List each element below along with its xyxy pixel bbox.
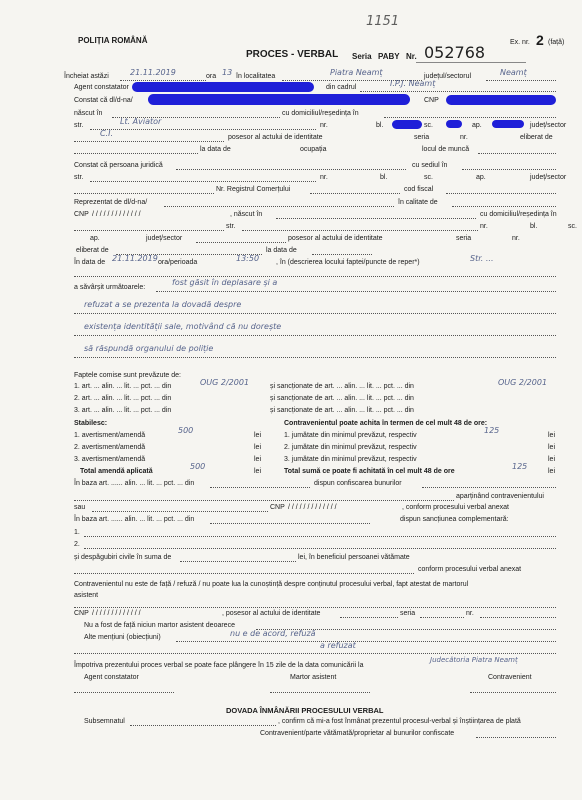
label-incheiat: Încheiat astăzi xyxy=(64,73,109,80)
lei-3: lei xyxy=(254,444,262,451)
label-nascut: născut în xyxy=(74,110,103,117)
label-judet-sector3: județ/sector xyxy=(146,235,183,242)
hand-localitate: Piatra Neamț xyxy=(330,68,383,77)
dots xyxy=(74,193,214,194)
label-conform: , conform procesului verbal anexat xyxy=(402,504,509,511)
hand-fapt4: să răspundă organului de poliție xyxy=(84,344,214,353)
fact-2: 2. art. ... alin. ... lit. ... pct. ... din xyxy=(74,395,172,402)
label-seria2: seria xyxy=(456,235,472,242)
label-sediu: cu sediul în xyxy=(412,162,448,169)
half-3: 3. jumătate din minimul prevăzut, respectiv xyxy=(284,456,417,463)
fact-1: 1. art. ... alin. ... lit. ... pct. ... din xyxy=(74,383,172,390)
redacted-bl xyxy=(392,120,422,129)
label-din-cadrul: din cadrul xyxy=(326,84,357,91)
dots xyxy=(480,617,556,618)
label-nr5: nr. xyxy=(512,235,520,242)
label-calitate: în calitate de xyxy=(398,199,438,206)
label-despagubiri: și despăgubiri civile în suma de xyxy=(74,554,172,561)
label-seria: seria xyxy=(414,134,430,141)
label-sc: sc. xyxy=(424,122,433,129)
hand-place: Str. ... xyxy=(470,254,494,263)
label-posesor: posesor al actului de identitate xyxy=(228,134,323,141)
hand-str: Lt. Aviator xyxy=(120,117,162,126)
sig-agent: Agent constatator xyxy=(84,674,139,681)
lei-5: lei xyxy=(254,456,262,463)
label-nr6: nr. xyxy=(466,610,474,617)
dots xyxy=(74,692,174,693)
handwritten-stamp: 1151 xyxy=(366,14,400,29)
dots xyxy=(486,80,556,81)
label-domiciliu2: cu domiciliul/reședința în xyxy=(480,211,557,218)
redacted-cnp xyxy=(446,95,556,105)
dots xyxy=(446,193,556,194)
hand-total2: 125 xyxy=(512,462,528,471)
label-eliberat: eliberat de xyxy=(520,134,553,141)
dots xyxy=(384,117,556,118)
cnp-boxes2: / / / / / / / / / / / / / xyxy=(288,504,337,511)
hand-date: 21.11.2019 xyxy=(130,68,176,77)
hand-law2: OUG 2/2001 xyxy=(498,378,548,387)
dots xyxy=(196,242,286,243)
label-lei-benef: lei, în beneficiul persoanei vătămate xyxy=(298,554,410,561)
hand-ora: 13 xyxy=(222,68,233,77)
label-loc-munca: locul de muncă xyxy=(422,146,470,153)
dots xyxy=(74,335,556,336)
label-sc2: sc. xyxy=(424,174,433,181)
hand-law1: OUG 2/2001 xyxy=(200,378,250,387)
sanction-1: și sancționate de art. ... alin. ... lit. ... pct. ... din xyxy=(270,383,414,390)
dots xyxy=(360,91,556,92)
label-total: Total amendă aplicată xyxy=(80,468,153,475)
fine-2: 2. avertisment/amendă xyxy=(74,444,146,451)
item-2: 2. xyxy=(74,541,80,548)
label-subsemnatul: Subsemnatul xyxy=(84,718,125,725)
label-agent: Agent constatator xyxy=(74,84,129,91)
label-sau: sau xyxy=(74,504,86,511)
label-nr: nr. xyxy=(320,122,328,129)
sanction-3: și sancționate de art. ... alin. ... lit. ... pct. ... din xyxy=(270,407,414,414)
label-nu-este: Contravenientul nu este de față / refuză / nu poate lua la cunoștință despre conținutul procesului verbal, fapt atestat de martorul xyxy=(74,581,469,588)
dots xyxy=(74,313,556,314)
lei-4: lei xyxy=(548,444,556,451)
hand-fapt2: refuzat a se prezenta la dovadă despre xyxy=(84,300,242,309)
item-1: 1. xyxy=(74,529,80,536)
dots xyxy=(74,276,556,277)
dots xyxy=(312,254,372,255)
dots xyxy=(92,511,268,512)
label-domiciliu: cu domiciliul/reședința în xyxy=(282,110,359,117)
label-ap: ap. xyxy=(472,122,482,129)
lei-2: lei xyxy=(548,432,556,439)
dots xyxy=(74,653,556,654)
label-cnp4: CNP xyxy=(74,610,89,617)
dots xyxy=(74,141,224,142)
lei-8: lei xyxy=(548,468,556,475)
dots xyxy=(120,80,206,81)
dots xyxy=(340,617,398,618)
nr-label: Nr. xyxy=(406,52,417,61)
sanction-2: și sancționate de art. ... alin. ... lit. ... pct. ... din xyxy=(270,395,414,402)
hand-when: 21.11.2019 xyxy=(112,254,158,263)
label-niciun-martor: Nu a fost de față niciun martor asistent deoarece xyxy=(84,622,235,629)
dots xyxy=(476,737,556,738)
label-cnp: CNP xyxy=(424,97,439,104)
label-constat: Constat că dl/d-na/ xyxy=(74,97,133,104)
hand-instanta: Judecătoria Piatra Neamț xyxy=(430,656,518,664)
half-1: 1. jumătate din minimul prevăzut, respectiv xyxy=(284,432,417,439)
label-judet: județul/sectorul xyxy=(424,73,472,80)
label-sc3: sc. xyxy=(568,223,577,230)
document-title: PROCES - VERBAL xyxy=(246,49,339,60)
document-number: 052768 xyxy=(424,43,486,62)
hand-obiectiuni: nu e de acord, refuză xyxy=(230,629,316,638)
label-apartinand: aparținând contravenientului xyxy=(456,493,544,500)
dots xyxy=(74,153,198,154)
label-savarsit: a săvârșit următoarele: xyxy=(74,284,146,291)
hand-ora2: 13:50 xyxy=(236,254,260,263)
label-seria3: seria xyxy=(400,610,416,617)
lei-6: lei xyxy=(548,456,556,463)
label-nr3: nr. xyxy=(320,174,328,181)
label-bl: bl. xyxy=(376,122,384,129)
label-bl3: bl. xyxy=(530,223,538,230)
label-posesor2: posesor al actului de identitate xyxy=(288,235,383,242)
label-pers-juridica: Constat că persoana juridică xyxy=(74,162,163,169)
label-str2: str. xyxy=(74,174,84,181)
half-2: 2. jumătate din minimul prevăzut, respectiv xyxy=(284,444,417,451)
dots xyxy=(242,230,478,231)
label-in-data: În data de xyxy=(74,259,106,266)
label-reg-comert: Nr. Registrul Comerțului xyxy=(216,186,291,193)
label-bl2: bl. xyxy=(380,174,388,181)
hand-fine1: 500 xyxy=(178,426,194,435)
number-underline xyxy=(416,62,526,63)
label-nr2: nr. xyxy=(460,134,468,141)
dots xyxy=(74,230,224,231)
dots xyxy=(90,129,316,130)
cnp-boxes: / / / / / / / / / / / / / xyxy=(92,211,141,218)
label-complementara: dispun sancțiunea complementară: xyxy=(400,516,509,523)
sig-contravenient: Contravenient xyxy=(488,674,532,681)
hand-pos: C.I. xyxy=(100,129,114,138)
dots xyxy=(74,607,556,608)
label-cod-fiscal: cod fiscal xyxy=(404,186,434,193)
dots xyxy=(180,561,296,562)
dots xyxy=(164,206,394,207)
dots xyxy=(130,725,276,726)
label-stabilesc: Stabilesc: xyxy=(74,420,108,427)
label-ocupatia: ocupația xyxy=(300,146,327,153)
label-eliberat2: eliberat de xyxy=(76,247,109,254)
cnp-boxes3: / / / / / / / / / / / / / xyxy=(92,610,141,617)
copy-label: Ex. nr. xyxy=(510,39,530,46)
hand-total: 500 xyxy=(190,462,206,471)
hand-fapt1: fost găsit în deplasare și a xyxy=(172,278,278,287)
label-asistent: asistent xyxy=(74,592,99,599)
dots xyxy=(462,169,556,170)
label-nr4: nr. xyxy=(480,223,488,230)
police-header: POLIȚIA ROMÂNĂ xyxy=(78,36,148,45)
dots xyxy=(270,692,370,693)
label-cnp2: CNP xyxy=(74,211,89,218)
label-localitate: în localitatea xyxy=(236,73,276,80)
dots xyxy=(176,169,406,170)
label-confiscare: dispun confiscarea bunurilor xyxy=(314,480,402,487)
series-label: Seria xyxy=(352,52,372,61)
dots xyxy=(310,193,400,194)
label-ora: ora xyxy=(206,73,217,80)
dots xyxy=(74,573,414,574)
fact-3: 3. art. ... alin. ... lit. ... pct. ... din xyxy=(74,407,172,414)
label-str3: str. xyxy=(226,223,236,230)
dots xyxy=(90,181,316,182)
dots xyxy=(176,641,556,642)
hand-fapt3: existența identității sale, motivând că nu dorește xyxy=(84,322,282,331)
hand-unit: I.P.J. Neamț xyxy=(390,79,436,88)
dots xyxy=(478,153,556,154)
lei-7: lei xyxy=(254,468,262,475)
fine-1: 1. avertisment/amendă xyxy=(74,432,146,439)
dots xyxy=(156,291,556,292)
label-contr-head: Contravenientul poate achita în termen de cel mult 48 de ore: xyxy=(284,420,488,427)
redacted-agent xyxy=(132,82,314,92)
dovada-title: DOVADA ÎNMÂNĂRII PROCESULUI VERBAL xyxy=(226,706,384,715)
label-cnp3: CNP xyxy=(270,504,285,511)
copy-number: 2 xyxy=(536,32,544,48)
label-judet-sector: județ/sector xyxy=(530,122,567,129)
label-total2: Total sumă ce poate fi achitată în cel mult 48 de ore xyxy=(284,468,455,475)
label-data2: la data de xyxy=(266,247,297,254)
hand-half1: 125 xyxy=(484,426,500,435)
label-nascut2: , născut în xyxy=(230,211,263,218)
dots xyxy=(74,500,454,501)
dots xyxy=(210,523,370,524)
label-faptele: Faptele comise sunt prevăzute de: xyxy=(74,372,182,379)
dots xyxy=(84,536,556,537)
copy-suffix: (față) xyxy=(548,39,565,46)
dots xyxy=(470,692,556,693)
label-plangere: Împotriva prezentului proces verbal se poate face plângere în 15 zile de la data comunicării la xyxy=(74,662,364,669)
label-semnatura: Contravenient/parte vătămată/proprietar al bunurilor confiscate xyxy=(260,730,455,737)
hand-refuza: a refuzat xyxy=(320,641,356,650)
dots xyxy=(84,548,556,549)
dots xyxy=(210,487,310,488)
label-ap3: ap. xyxy=(90,235,100,242)
redacted-sc xyxy=(446,120,462,128)
label-ap2: ap. xyxy=(476,174,486,181)
dots xyxy=(276,218,476,219)
label-baza1: În baza art. ...... alin. ... lit. ... pct. ... din xyxy=(74,480,195,487)
dots xyxy=(74,357,556,358)
label-alte-mentiuni: Alte mențiuni (obiecțiuni) xyxy=(84,634,161,641)
label-confirm: , confirm că mi-a fost înmânat prezentul procesul-verbal și înștiințarea de plată xyxy=(278,718,521,725)
label-posesor3: , posesor al actului de identitate xyxy=(222,610,321,617)
dots xyxy=(452,206,556,207)
redacted-ap xyxy=(492,120,524,128)
label-judet-sector2: județ/sector xyxy=(530,174,567,181)
series-value: PABY xyxy=(378,52,400,61)
label-baza2: În baza art. ...... alin. ... lit. ... pct. ... din xyxy=(74,516,195,523)
redacted-name xyxy=(148,94,410,105)
fine-3: 3. avertisment/amendă xyxy=(74,456,146,463)
label-data: la data de xyxy=(200,146,231,153)
label-reprezentat: Reprezentat de dl/d-na/ xyxy=(74,199,148,206)
label-str: str. xyxy=(74,122,84,129)
label-ora-perioada: ora/perioada xyxy=(158,259,198,266)
dots xyxy=(422,487,556,488)
lei-1: lei xyxy=(254,432,262,439)
hand-judet: Neamț xyxy=(500,68,527,77)
dots xyxy=(420,617,464,618)
sig-martor: Martor asistent xyxy=(290,674,337,681)
label-conform2: conform procesului verbal anexat xyxy=(418,566,522,573)
label-descriere: , în (descrierea locului faptei/puncte de reper*) xyxy=(276,259,420,266)
